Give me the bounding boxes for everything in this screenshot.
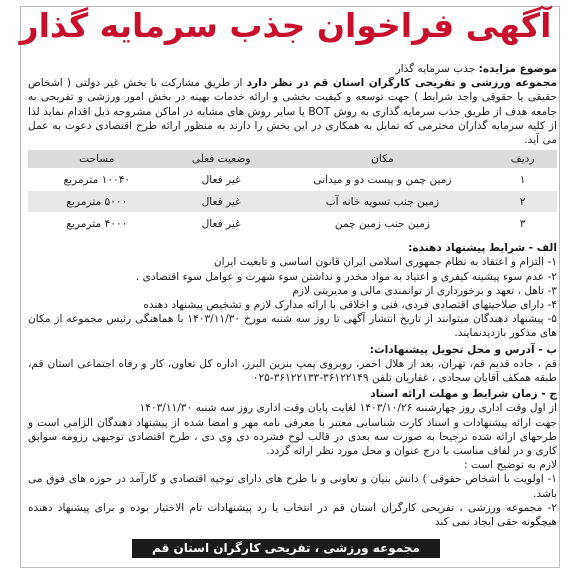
col-header-status: وضعیت فعلی xyxy=(166,150,277,169)
subject-label: موضوع مزایده: xyxy=(478,63,557,75)
table-row xyxy=(28,213,557,235)
subject-value: جذب سرمایه گذار xyxy=(395,63,476,75)
section-c-dates: از اول وقت اداری روز چهارشنبه ۱۴۰۳/۱۰/۲۶ لغایت پایان وقت اداری روز سه شنبه ۱۴۰۳/۱۱/۳۰ xyxy=(139,402,557,415)
cell-area: ۱۰۰۴۰ مترمربع xyxy=(28,169,166,191)
table-header-row xyxy=(28,150,557,169)
section-b-heading: ب - آدرس و محل تحویل پیشنهادات: xyxy=(369,343,557,356)
note-item: ۲- مجموعه ورزشی ، تفریحی کارگران استان قم در انتخاب یا رد پیشنهادات تام الاختیار بوده و برای پیشنهاد دهنده هیچگونه حقی ایجاد نمی کند xyxy=(28,501,557,529)
intro-bold: مجموعه ورزشی و تفریحی کارگران استان قم در نظر دارد xyxy=(246,77,557,90)
subject-line xyxy=(28,62,557,76)
cell-row-number: ۱ xyxy=(488,169,557,191)
note-item: ۱- اولویت با اشخاص حقوقی ) دانش بنیان و تعاونی و با طرح های دارای توجیه اقتصادی و کارآمد در حوزه های فوق می باشد. xyxy=(28,473,557,500)
section-b-text: قم ، جاده قدیم قم، تهران، بعد از هلال احمر، روبروی پمپ بنزین البرز، اداره کل تعاون، کار و رفاه اجتماعی استان قم، طبقه همکف آقایان سجادی ، غفاریان تلفن ۳۶۱۲۲۱۴۹-۳۶۱۲۲۱۳۳-۰۲۵ xyxy=(28,357,557,385)
table-row xyxy=(28,169,557,191)
intro-text: از طریق مشارکت با بخش غیر دولتی ( اشخاص حقیقی یا حقوقی واجد شرایط ) جهت توسعه و کیفیت بخشی و ارائه خدمات بهینه در بخش امور ورزشی و تفریحی به جامعه هدف از طریق جذب سرمایه گذاری به روش BOT یا سایر روش های مشابه در اماکن مشروحه ذیل اقدام نماید لذا از کلیه سرمایه گذاران محترمی که تمایل به همکاری در این بخش را دارند به منظور ارائه طرح اقتصادی دعوت به عمل می آید. xyxy=(28,77,557,147)
col-header-location: مکان xyxy=(277,150,489,169)
properties-table xyxy=(28,150,557,235)
note-heading: لازم به توضیح است : xyxy=(463,459,557,472)
ad-title: آگهی فراخوان جذب سرمایه گذار xyxy=(19,6,552,45)
col-header-row-number: ردیف xyxy=(488,150,557,169)
col-header-area: مساحت xyxy=(28,150,166,169)
footer-banner: مجموعه ورزشی ، تفریحی کارگران استان قم xyxy=(132,539,440,558)
table-row xyxy=(28,191,557,213)
section-a-item: ۳- تاهل ، تعهد و برخورداری از توانمندی مالی و مدیریتی لازم xyxy=(292,284,557,297)
cell-row-number: ۳ xyxy=(488,213,557,235)
cell-row-number: ۲ xyxy=(488,191,557,213)
cell-area: ۵۰۰۰ مترمربع xyxy=(28,191,166,213)
cell-status: غیر فعال xyxy=(166,169,277,191)
cell-location: زمین جنب زمین چمن xyxy=(277,213,489,235)
section-a-item: ۴- دارای صلاحیتهای اقتصادی فردی، فنی و اخلاقی با ارائه مدارک لازم و تشخیص پیشنهاد دهنده xyxy=(143,299,557,312)
section-a-heading: الف - شرایط پیشنهاد دهنده: xyxy=(408,242,557,255)
section-c-text: جهت ارائه پیشنهادات و اسناد کارت شناسایی معتبر با معرفی نامه مهر و امضا شده از پیشنهاد دهندگان الزامی است و طرحهای ارائه شده ترجیحا به صورت سه بعدی در قالب لوح فشرده دی وی دی ، طرح اقتصادی توجیهی رزومه سوابق کاری و در لفاف مناسب با درج عنوان و محل مورد نظر ارائه گردد. xyxy=(28,416,557,458)
cell-status: غیر فعال xyxy=(166,213,277,235)
cell-status: غیر فعال xyxy=(166,191,277,213)
section-c-heading: ج - زمان شرایط و مهلت ارائه اسناد xyxy=(370,388,557,401)
section-a-item: ۱- التزام و اعتقاد به نظام جمهوری اسلامی ایران قانون اساسی و تابعیت ایران xyxy=(213,256,557,269)
cell-location: زمین چمن و پیست دو و میدانی xyxy=(277,169,489,191)
ad-content xyxy=(28,62,557,529)
section-a-item: ۵- پیشنهاد دهندگان میتوانند از تاریخ انتشار آگهی تا روز سه شنبه مورخ ۱۴۰۳/۱۱/۳۰ با هماهنگی رئیس مجموعه از مکان های مذکور بازدیدنمایند. xyxy=(28,313,557,340)
intro-paragraph xyxy=(28,76,557,147)
cell-location: زمین جنب تسویه خانه آب xyxy=(277,191,489,213)
cell-area: ۴۰۰۰ مترمربع xyxy=(28,213,166,235)
section-a-item: ۲- عدم سوء پیشینه کیفری و اعتیاد به مواد مخدر و نداشتن سوء شهرت و عوامل سوء اقتصادی . xyxy=(135,270,557,283)
